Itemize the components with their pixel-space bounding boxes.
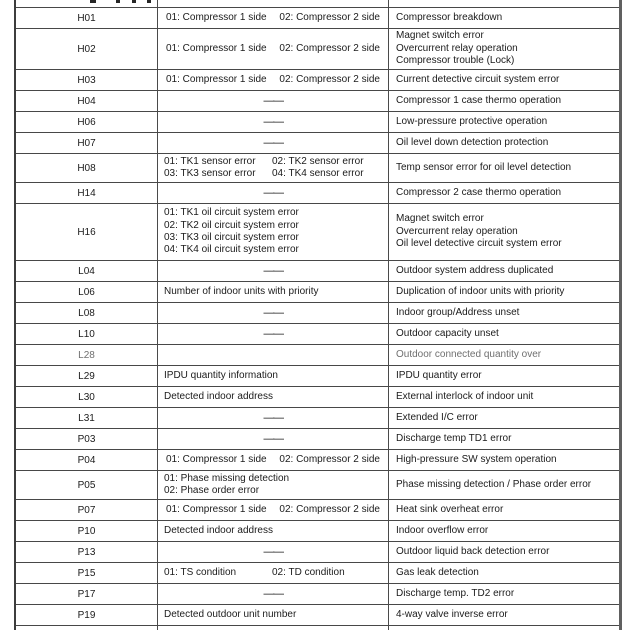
sub-code-item: 03: TK3 sensor error <box>164 168 256 179</box>
description-line: Extended I/C error <box>396 411 478 423</box>
sub-code-item: 02: Compressor 2 side <box>279 11 380 23</box>
description-cell <box>389 8 619 28</box>
error-code-cell <box>16 154 157 182</box>
error-code-table <box>14 0 622 630</box>
sub-code-item: 04: TK4 sensor error <box>272 168 364 179</box>
error-code-label: H14 <box>77 187 96 199</box>
table-row <box>16 429 619 450</box>
sub-code-item: Number of indoor units with priority <box>164 285 319 297</box>
error-code-label: P17 <box>77 588 96 600</box>
sub-code-cell <box>157 605 389 625</box>
description-cell <box>389 70 619 90</box>
sub-code-cell <box>157 584 389 604</box>
sub-code-cell <box>157 408 389 428</box>
sub-code-item: 01: TK1 sensor error <box>164 155 256 167</box>
cropped-subcode-cell <box>157 0 389 7</box>
description-line: Overcurrent relay operation <box>396 42 518 54</box>
error-code-cell <box>16 366 157 386</box>
sub-code-cell <box>157 429 389 449</box>
table-row <box>16 450 619 471</box>
error-code-cell <box>16 282 157 302</box>
sub-code-line: 02: Phase order error <box>164 485 260 496</box>
error-code-label: P10 <box>77 525 96 537</box>
sub-code-line <box>164 567 388 579</box>
sub-code-cell <box>157 324 389 344</box>
dash-mark: —— <box>263 264 283 277</box>
cropped-text-fragment <box>90 0 96 3</box>
dash-mark: —— <box>263 115 283 128</box>
cropped-row-top <box>16 0 619 8</box>
table-row <box>16 70 619 91</box>
sub-code-item: 01: Compressor 1 side <box>166 453 267 465</box>
error-code-cell <box>16 183 157 203</box>
error-code-label: P04 <box>77 454 96 466</box>
sub-code-item: 02: Compressor 2 side <box>279 73 380 85</box>
error-code-label: H04 <box>77 95 96 107</box>
error-code-cell <box>16 387 157 407</box>
description-line: Oil level down detection protection <box>396 136 549 148</box>
description-cell <box>389 154 619 182</box>
error-code-cell <box>16 261 157 281</box>
table-row <box>16 500 619 521</box>
description-cell <box>389 500 619 520</box>
sub-code-cell <box>157 366 389 386</box>
table-row <box>16 29 619 70</box>
cropped-code-cell <box>16 626 157 630</box>
sub-code-item: 02: Compressor 2 side <box>279 42 380 54</box>
sub-code-item: Detected outdoor unit number <box>164 608 297 620</box>
description-cell <box>389 29 619 69</box>
table-row <box>16 261 619 282</box>
sub-code-cell <box>157 70 389 90</box>
table-row <box>16 521 619 542</box>
table-body <box>16 8 619 626</box>
error-code-label: P07 <box>77 504 96 516</box>
description-cell <box>389 366 619 386</box>
description-line: Outdoor capacity unset <box>396 327 499 339</box>
sub-code-item: 02: TD condition <box>272 566 345 578</box>
error-code-cell <box>16 204 157 260</box>
error-code-label: H07 <box>77 137 96 149</box>
table-row <box>16 387 619 408</box>
error-code-label: L08 <box>78 307 95 319</box>
table-row <box>16 303 619 324</box>
error-code-cell <box>16 408 157 428</box>
error-code-cell <box>16 345 157 365</box>
description-cell <box>389 261 619 281</box>
description-line: Oil level detective circuit system error <box>396 238 562 250</box>
description-line: Discharge temp TD1 error <box>396 432 512 444</box>
table-row <box>16 366 619 387</box>
description-cell <box>389 429 619 449</box>
error-code-label: L04 <box>78 265 95 277</box>
error-code-cell <box>16 500 157 520</box>
sub-code-line <box>164 156 388 168</box>
sub-code-item: 02: Compressor 2 side <box>279 453 380 465</box>
error-code-label: P13 <box>77 546 96 558</box>
description-line: Gas leak detection <box>396 566 479 578</box>
sub-code-line: 03: TK3 oil circuit system error <box>164 232 299 243</box>
table-row <box>16 563 619 584</box>
cropped-text-fragment <box>132 0 136 3</box>
error-code-cell <box>16 471 157 499</box>
description-line: Current detective circuit system error <box>396 73 560 85</box>
table-row <box>16 133 619 154</box>
dash-mark: —— <box>263 587 283 600</box>
error-code-label: P15 <box>77 567 96 579</box>
error-code-cell <box>16 521 157 541</box>
sub-code-cell <box>157 112 389 132</box>
dash-mark: —— <box>263 94 283 107</box>
error-code-label: H01 <box>77 12 96 24</box>
sub-code-item: 02: TK2 sensor error <box>272 155 364 167</box>
error-code-label: P19 <box>77 609 96 621</box>
error-code-label: H08 <box>77 162 96 174</box>
error-code-label: L06 <box>78 286 95 298</box>
sub-code-cell <box>157 387 389 407</box>
description-line: Discharge temp. TD2 error <box>396 587 515 599</box>
error-code-cell <box>16 450 157 470</box>
sub-code-cell <box>157 345 389 365</box>
error-code-cell <box>16 133 157 153</box>
table-row <box>16 204 619 261</box>
table-row <box>16 154 619 183</box>
table-row <box>16 112 619 133</box>
sub-code-cell <box>157 471 389 499</box>
sub-code-line: 04: TK4 oil circuit system error <box>164 244 299 256</box>
description-cell <box>389 282 619 302</box>
sub-code-cell <box>157 91 389 111</box>
description-line: Indoor overflow error <box>396 524 489 536</box>
error-code-cell <box>16 542 157 562</box>
description-cell <box>389 183 619 203</box>
sub-code-line: 01: TK1 oil circuit system error <box>164 207 299 219</box>
description-line: External interlock of indoor unit <box>396 390 534 402</box>
cropped-row-bottom <box>16 626 619 630</box>
sub-code-cell <box>157 183 389 203</box>
sub-code-item: IPDU quantity information <box>164 369 278 381</box>
description-line: Magnet switch error <box>396 213 484 225</box>
description-cell <box>389 324 619 344</box>
description-cell <box>389 605 619 625</box>
description-line: Low-pressure protective operation <box>396 115 548 127</box>
error-code-label: L30 <box>78 391 95 403</box>
sub-code-cell <box>157 133 389 153</box>
description-cell <box>389 584 619 604</box>
sub-code-cell <box>157 563 389 583</box>
description-line: IPDU quantity error <box>396 369 482 381</box>
sub-code-item: 01: TS condition <box>164 566 237 578</box>
error-code-cell <box>16 303 157 323</box>
dash-mark: —— <box>263 411 283 424</box>
dash-mark: —— <box>263 136 283 149</box>
error-code-cell <box>16 563 157 583</box>
table-row <box>16 408 619 429</box>
table-row <box>16 324 619 345</box>
sub-code-cell <box>157 154 389 182</box>
description-line: Compressor 2 case thermo operation <box>396 186 562 198</box>
table-row <box>16 282 619 303</box>
description-line: High-pressure SW system operation <box>396 453 557 465</box>
description-line: Outdoor connected quantity over <box>396 348 542 360</box>
sub-code-line: 02: TK2 oil circuit system error <box>164 219 299 231</box>
error-code-label: L31 <box>78 412 95 424</box>
error-code-label: H16 <box>77 226 96 238</box>
description-line: Overcurrent relay operation <box>396 225 518 237</box>
description-cell <box>389 563 619 583</box>
description-line: Outdoor liquid back detection error <box>396 545 550 557</box>
description-line: Magnet switch error <box>396 30 484 42</box>
cropped-description-cell <box>389 0 619 7</box>
description-cell <box>389 450 619 470</box>
description-line: Compressor breakdown <box>396 11 503 23</box>
description-cell <box>389 542 619 562</box>
error-code-label: L10 <box>78 328 95 340</box>
error-code-cell <box>16 70 157 90</box>
table-row <box>16 542 619 563</box>
sub-code-cell <box>157 261 389 281</box>
description-cell <box>389 387 619 407</box>
error-code-cell <box>16 112 157 132</box>
description-cell <box>389 133 619 153</box>
sub-code-cell <box>157 500 389 520</box>
sub-code-cell <box>157 450 389 470</box>
cropped-description-cell <box>389 626 619 630</box>
sub-code-cell <box>157 8 389 28</box>
error-code-label: H02 <box>77 43 96 55</box>
error-code-label: L29 <box>78 370 95 382</box>
error-code-cell <box>16 429 157 449</box>
sub-code-cell <box>157 204 389 260</box>
description-line: Heat sink overheat error <box>396 503 504 515</box>
description-cell <box>389 521 619 541</box>
sub-code-cell <box>157 521 389 541</box>
description-line: Phase missing detection / Phase order error <box>396 478 592 490</box>
description-cell <box>389 112 619 132</box>
description-cell <box>389 303 619 323</box>
description-cell <box>389 204 619 260</box>
sub-code-item: Detected indoor address <box>164 524 273 536</box>
dash-mark: —— <box>263 186 283 199</box>
table-row <box>16 584 619 605</box>
error-code-label: H06 <box>77 116 96 128</box>
error-code-cell <box>16 8 157 28</box>
description-line: Duplication of indoor units with priority <box>396 285 565 297</box>
sub-code-item: 01: Compressor 1 side <box>166 503 267 515</box>
sub-code-item: 01: Compressor 1 side <box>166 73 267 85</box>
description-line: Temp sensor error for oil level detection <box>396 161 572 173</box>
error-code-label: P05 <box>77 479 96 491</box>
cropped-subcode-cell <box>157 626 389 630</box>
error-code-cell <box>16 29 157 69</box>
cropped-text-fragment <box>147 0 151 3</box>
error-code-cell <box>16 324 157 344</box>
sub-code-line: 01: Phase missing detection <box>164 472 290 484</box>
cropped-text-fragment <box>116 0 120 3</box>
description-cell <box>389 471 619 499</box>
description-line: Compressor 1 case thermo operation <box>396 94 562 106</box>
error-code-cell <box>16 584 157 604</box>
description-line: Compressor trouble (Lock) <box>396 55 515 67</box>
dash-mark: —— <box>263 327 283 340</box>
sub-code-cell <box>157 542 389 562</box>
sub-code-item: 02: Compressor 2 side <box>279 503 380 515</box>
dash-mark: —— <box>263 432 283 445</box>
description-line: Outdoor system address duplicated <box>396 264 554 276</box>
description-line: 4-way valve inverse error <box>396 608 508 620</box>
sub-code-item: 01: Compressor 1 side <box>166 42 267 54</box>
table-row <box>16 91 619 112</box>
table-row <box>16 471 619 500</box>
sub-code-item: Detected indoor address <box>164 390 273 402</box>
error-code-cell <box>16 605 157 625</box>
dash-mark: —— <box>263 306 283 319</box>
sub-code-cell <box>157 282 389 302</box>
error-code-cell <box>16 91 157 111</box>
sub-code-cell <box>157 303 389 323</box>
description-cell <box>389 345 619 365</box>
description-line: Indoor group/Address unset <box>396 306 520 318</box>
table-row <box>16 605 619 626</box>
sub-code-line <box>164 168 388 180</box>
table-row <box>16 8 619 29</box>
description-cell <box>389 408 619 428</box>
sub-code-cell <box>157 29 389 69</box>
error-code-label: P03 <box>77 433 96 445</box>
sub-code-item: 01: Compressor 1 side <box>166 11 267 23</box>
dash-mark: —— <box>263 545 283 558</box>
table-row <box>16 345 619 366</box>
table-row <box>16 183 619 204</box>
error-code-label: L28 <box>78 349 95 361</box>
error-code-label: H03 <box>77 74 96 86</box>
description-cell <box>389 91 619 111</box>
